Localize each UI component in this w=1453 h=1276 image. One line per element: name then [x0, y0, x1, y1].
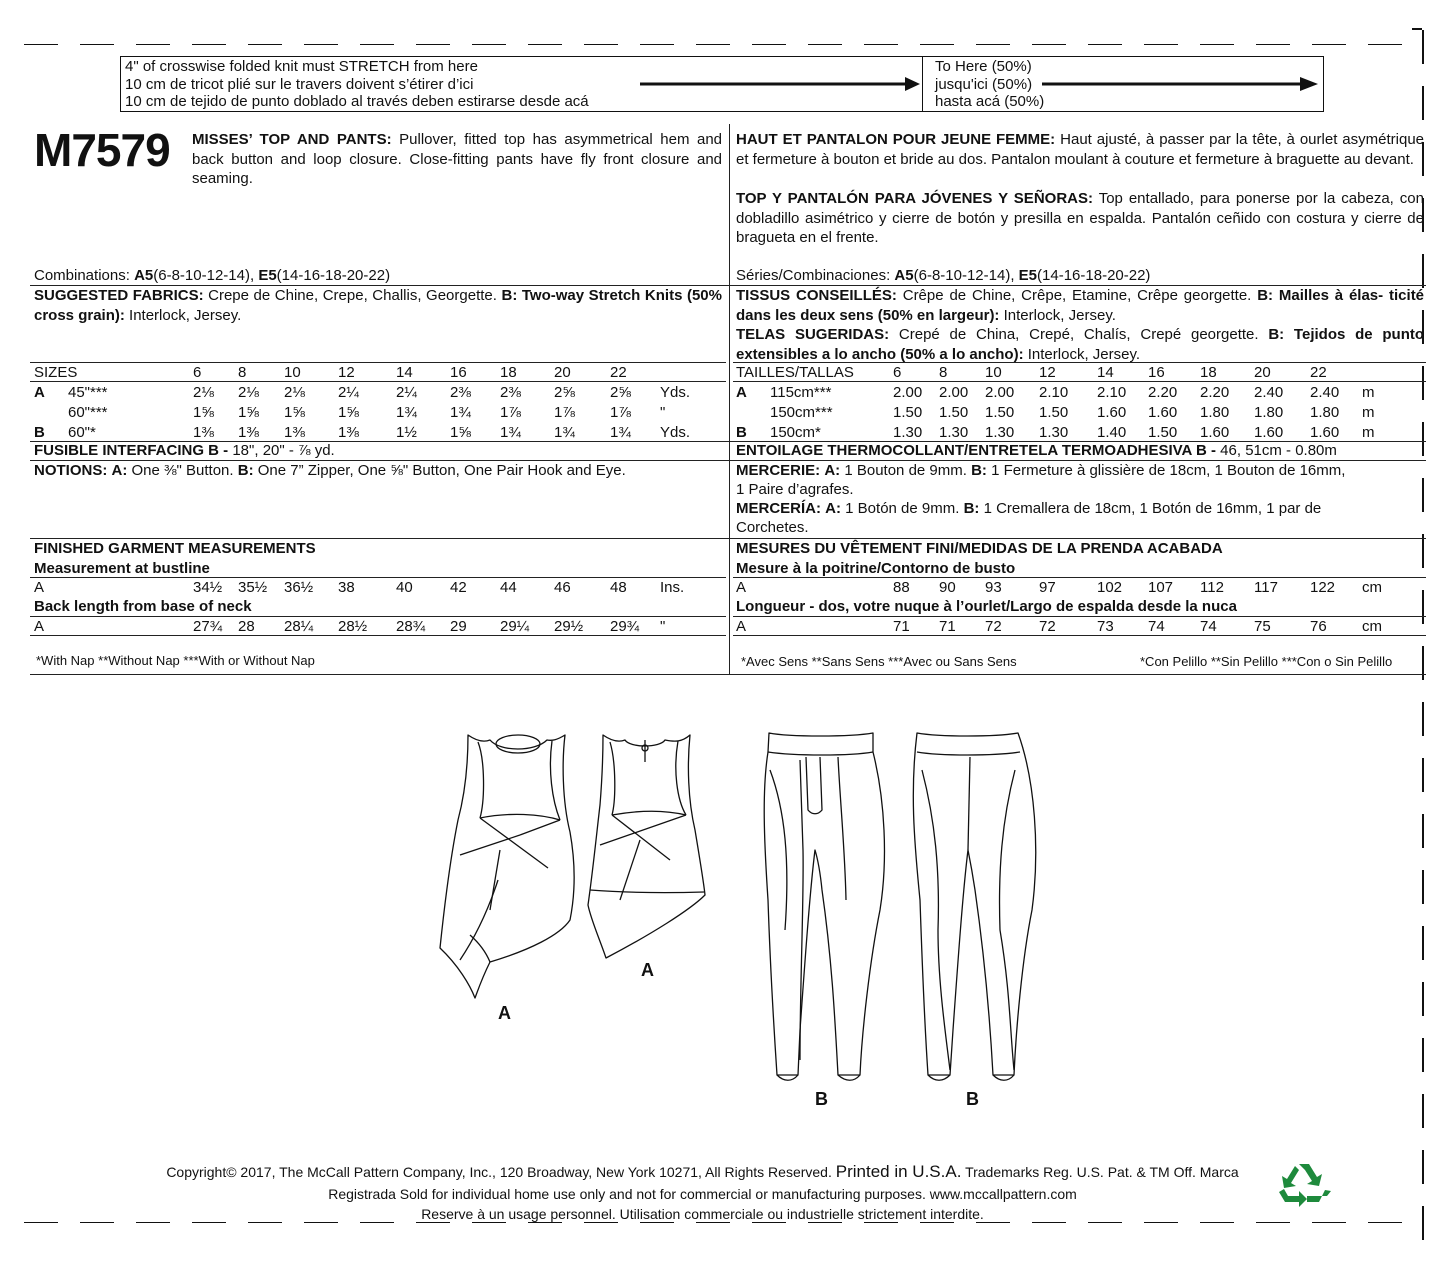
label-pants-front: B [815, 1089, 828, 1109]
recycle-icon [1275, 1162, 1335, 1212]
yardage-value: 2.10 [1039, 384, 1069, 401]
top-front-illustration [440, 735, 574, 998]
notions-es-cont: Corchetes. [736, 519, 809, 536]
yardage-value: 1½ [396, 424, 417, 441]
bust-value: 40 [396, 579, 413, 596]
yardage-value: 2.00 [893, 384, 923, 401]
fabrics-es: TELAS SUGERIDAS: Crepé de China, Crepé, Chalís, Crepé georgette. B: Tejidos de punto extensibles a lo ancho (50% a lo ancho): Interlock, Jersey. [736, 326, 1425, 363]
stretch-line-es: 10 cm de tejido de punto doblado al través deben estirarse desde acá [125, 93, 589, 110]
yardage-value: 1.80 [1310, 404, 1340, 421]
interfacing-en: FUSIBLE INTERFACING B - 18", 20" - ⅞ yd. [34, 442, 335, 459]
measurement-title: MESURES DU VÊTEMENT FINI/MEDIDAS DE LA PRENDA ACABADA [736, 540, 1223, 557]
unit: m [1362, 404, 1375, 421]
yardage-value: 1⅜ [284, 424, 305, 441]
back-length-value: 74 [1148, 618, 1165, 635]
yardage-value: 1⅜ [193, 424, 214, 441]
size-col: 22 [1310, 364, 1327, 381]
yardage-value: 2⅜ [450, 384, 471, 401]
yardage-value: 2⅛ [284, 384, 305, 401]
fabric-width: 60"* [68, 424, 96, 441]
footer-line-3: Reserve à un usage personnel. Utilisation commerciale ou industrielle strictement interdite. [421, 1206, 984, 1222]
top-back-illustration [588, 735, 705, 958]
bust-value: 35½ [238, 579, 268, 596]
unit: " [660, 404, 666, 421]
size-col: 22 [610, 364, 627, 381]
bust-value: 36½ [284, 579, 314, 596]
combinations-en: Combinations: A5(6-8-10-12-14), E5(14-16-18-20-22) [34, 267, 391, 284]
size-col: 12 [1039, 364, 1056, 381]
yardage-value: 1.80 [1254, 404, 1284, 421]
notions-fr-cont: 1 Paire d’agrafes. [736, 481, 854, 498]
yardage-value: 1¾ [610, 424, 631, 441]
notions-en: NOTIONS: A: One ⅜" Button. B: One 7” Zipper, One ⅝" Button, One Pair Hook and Eye. [34, 462, 626, 479]
yardage-value: 1.60 [1310, 424, 1340, 441]
back-length-value: 74 [1200, 618, 1217, 635]
yardage-value: 1.60 [1097, 404, 1127, 421]
bust-value: 117 [1254, 579, 1278, 596]
yardage-value: 2⅝ [554, 384, 575, 401]
size-col: 20 [554, 364, 571, 381]
interfacing-fr: ENTOILAGE THERMOCOLLANT/ENTRETELA TERMOADHESIVA B - 46, 51cm - 0.80m [736, 442, 1337, 459]
yardage-value: 2¼ [396, 384, 417, 401]
pants-back-illustration [913, 733, 1035, 1080]
unit: m [1362, 424, 1375, 441]
back-length-label: Back length from base of neck [34, 598, 252, 615]
yardage-value: 2.40 [1310, 384, 1340, 401]
back-length-value: 72 [985, 618, 1002, 635]
sizes-header: TAILLES/TALLAS [736, 364, 854, 381]
notions-es: MERCERÍA: A: 1 Botón de 9mm. B: 1 Cremallera de 18cm, 1 Botón de 16mm, 1 par de [736, 500, 1322, 517]
back-length-label: Longueur - dos, votre nuque à l’ourlet/Largo de espalda desde la nuca [736, 598, 1237, 615]
size-col: 16 [450, 364, 467, 381]
yardage-value: 1¾ [500, 424, 521, 441]
yardage-value: 2.40 [1254, 384, 1284, 401]
fabrics-en: SUGGESTED FABRICS: Crepe de Chine, Crepe, Challis, Georgette. B: Two-way Stretch Knits (50% cross grain): Interlock, Jersey. [34, 287, 722, 324]
view-letter: A [736, 384, 747, 401]
view-letter: A [34, 618, 45, 635]
fabrics-fr: TISSUS CONSEILLÉS: Crêpe de Chine, Crêpe, Etamine, Crêpe georgette. B: Mailles à élas- ticité dans les deux sens (50% en largeur): Interlock, Jersey. [736, 287, 1425, 324]
back-length-value: 72 [1039, 618, 1056, 635]
size-col: 6 [893, 364, 902, 381]
view-letter: A [736, 579, 747, 596]
unit: Yds. [660, 424, 691, 441]
back-length-value: 71 [893, 618, 910, 635]
nap-note-fr: *Avec Sens **Sans Sens ***Avec ou Sans Sens [741, 654, 1017, 669]
yardage-value: 1.40 [1097, 424, 1127, 441]
size-col: 6 [193, 364, 202, 381]
notions-fr: MERCERIE: A: 1 Bouton de 9mm. B: 1 Fermeture à glissière de 18cm, 1 Bouton de 16mm, [736, 462, 1346, 479]
yardage-value: 1¾ [396, 404, 417, 421]
yardage-value: 2⅜ [500, 384, 521, 401]
bust-label: Mesure à la poitrine/Contorno de busto [736, 560, 1016, 577]
back-length-value: 29½ [554, 618, 584, 635]
pattern-number: M7579 [34, 124, 170, 176]
yardage-value: 1⅞ [610, 404, 631, 421]
label-top-back: A [641, 960, 654, 980]
yardage-value: 1⅝ [193, 404, 214, 421]
unit: cm [1362, 618, 1382, 635]
yardage-value: 2.20 [1200, 384, 1230, 401]
combinations-fr: Séries/Combinaciones: A5(6-8-10-12-14), E5(14-16-18-20-22) [736, 267, 1151, 284]
yardage-value: 2⅝ [610, 384, 631, 401]
back-length-value: 73 [1097, 618, 1114, 635]
bust-value: 42 [450, 579, 467, 596]
footer-line-1: Copyright© 2017, The McCall Pattern Company, Inc., 120 Broadway, New York 10271, All Rights Reserved. Printed in U.S.A. Trademarks Reg. U.S. Pat. & TM Off. Marca [166, 1162, 1239, 1181]
size-col: 10 [284, 364, 301, 381]
bust-value: 93 [985, 579, 1002, 596]
back-length-value: 28½ [338, 618, 368, 635]
size-col: 14 [1097, 364, 1114, 381]
description-fr: HAUT ET PANTALON POUR JEUNE FEMME: Haut ajusté, à passer par la tête, à ourlet asymétrique et fermeture à bouton et bride au dos. Pantalon moulant à couture et fermeture à braguette au devant. [736, 131, 1425, 168]
bust-value: 122 [1310, 579, 1336, 596]
yardage-value: 1.30 [893, 424, 923, 441]
unit: cm [1362, 579, 1382, 596]
view-letter: A [736, 618, 747, 635]
view-letter: A [34, 384, 45, 401]
yardage-value: 1⅞ [500, 404, 521, 421]
bust-value: 102 [1097, 579, 1123, 596]
yardage-value: 1¾ [450, 404, 471, 421]
back-length-value: 27¾ [193, 618, 223, 635]
back-length-value: 28 [238, 618, 255, 635]
fabric-width: 150cm* [770, 424, 821, 441]
stretch-right-es: hasta acá (50%) [935, 93, 1045, 110]
yardage-value: 1.30 [1039, 424, 1069, 441]
yardage-value: 1.60 [1148, 404, 1178, 421]
back-length-value: 28¾ [396, 618, 426, 635]
yardage-value: 1.50 [1039, 404, 1069, 421]
yardage-value: 2.00 [985, 384, 1015, 401]
view-letter: A [34, 579, 45, 596]
fabric-width: 45"*** [68, 384, 108, 401]
size-col: 18 [500, 364, 517, 381]
description-es: TOP Y PANTALÓN PARA JÓVENES Y SEÑORAS: Top entallado, para ponerse por la cabeza, con dobladillo asimétrico y cierre de botón y presilla en espalda. Pantalón ceñido con costura y cierre de bragueta en el frente. [736, 190, 1424, 246]
label-pants-back: B [966, 1089, 979, 1109]
unit: m [1362, 384, 1375, 401]
yardage-value: 1.50 [985, 404, 1015, 421]
stretch-line-fr: 10 cm de tricot plié sur le travers doivent s’étirer d’ici [125, 76, 474, 93]
yardage-value: 1.50 [1148, 424, 1178, 441]
unit: Yds. [660, 384, 691, 401]
nap-note-es: *Con Pelillo **Sin Pelillo ***Con o Sin Pelillo [1140, 654, 1393, 669]
yardage-value: 1.30 [939, 424, 969, 441]
bust-value: 107 [1148, 579, 1174, 596]
view-letter: B [736, 424, 747, 441]
yardage-value: 1¾ [554, 424, 575, 441]
bust-value: 38 [338, 579, 355, 596]
yardage-value: 1.30 [985, 424, 1015, 441]
yardage-value: 2.10 [1097, 384, 1127, 401]
sizes-header: SIZES [34, 364, 78, 381]
yardage-value: 1⅝ [238, 404, 259, 421]
bust-value: 97 [1039, 579, 1056, 596]
yardage-value: 2.20 [1148, 384, 1178, 401]
bust-value: 44 [500, 579, 517, 596]
yardage-value: 1.50 [939, 404, 969, 421]
yardage-value: 1⅝ [338, 404, 359, 421]
yardage-value: 1.60 [1200, 424, 1230, 441]
view-letter: B [34, 424, 45, 441]
bust-value: 88 [893, 579, 910, 596]
yardage-value: 1.50 [893, 404, 923, 421]
bust-value: 48 [610, 579, 627, 596]
stretch-right-en: To Here (50%) [935, 58, 1032, 75]
bust-value: 34½ [193, 579, 223, 596]
nap-note-en: *With Nap **Without Nap ***With or Without Nap [36, 653, 315, 668]
yardage-value: 1⅞ [554, 404, 575, 421]
yardage-value: 2.00 [939, 384, 969, 401]
fabric-width: 60"*** [68, 404, 108, 421]
back-length-value: 29 [450, 618, 467, 635]
bust-label: Measurement at bustline [34, 560, 210, 577]
fabric-width: 115cm*** [770, 384, 832, 401]
stretch-line-en: 4" of crosswise folded knit must STRETCH from here [125, 58, 478, 75]
size-col: 8 [939, 364, 948, 381]
bust-value: 112 [1200, 579, 1224, 596]
size-col: 20 [1254, 364, 1271, 381]
bust-value: 46 [554, 579, 571, 596]
yardage-value: 1⅝ [450, 424, 471, 441]
stretch-right-fr: jusqu'ici (50%) [935, 76, 1033, 93]
back-length-value: 76 [1310, 618, 1327, 635]
unit: " [660, 618, 666, 635]
yardage-value: 1.80 [1200, 404, 1230, 421]
pants-front-illustration [764, 733, 884, 1080]
yardage-value: 2⅛ [238, 384, 259, 401]
yardage-value: 2⅛ [193, 384, 214, 401]
size-col: 10 [985, 364, 1002, 381]
back-length-value: 29¾ [610, 618, 640, 635]
yardage-value: 1⅜ [238, 424, 259, 441]
description-en: MISSES’ TOP AND PANTS: Pullover, fitted top has asymmetrical hem and back button and loop closure. Close-fitting pants have fly front closure and seaming. [192, 131, 722, 187]
yardage-value: 1⅜ [338, 424, 359, 441]
size-col: 12 [338, 364, 355, 381]
size-col: 18 [1200, 364, 1217, 381]
measurement-title: FINISHED GARMENT MEASUREMENTS [34, 540, 316, 557]
yardage-value: 1.60 [1254, 424, 1284, 441]
yardage-value: 1⅝ [284, 404, 305, 421]
footer-line-2: Registrada Sold for individual home use only and not for commercial or manufacturing purposes. www.mccallpattern.com [328, 1186, 1077, 1202]
size-col: 16 [1148, 364, 1165, 381]
yardage-value: 2¼ [338, 384, 359, 401]
back-length-value: 71 [939, 618, 956, 635]
size-col: 14 [396, 364, 413, 381]
unit: Ins. [660, 579, 685, 596]
label-top-front: A [498, 1003, 511, 1023]
size-col: 8 [238, 364, 247, 381]
fabric-width: 150cm*** [770, 404, 833, 421]
bust-value: 90 [939, 579, 956, 596]
back-length-value: 28¼ [284, 618, 314, 635]
back-length-value: 29¼ [500, 618, 530, 635]
back-length-value: 75 [1254, 618, 1271, 635]
